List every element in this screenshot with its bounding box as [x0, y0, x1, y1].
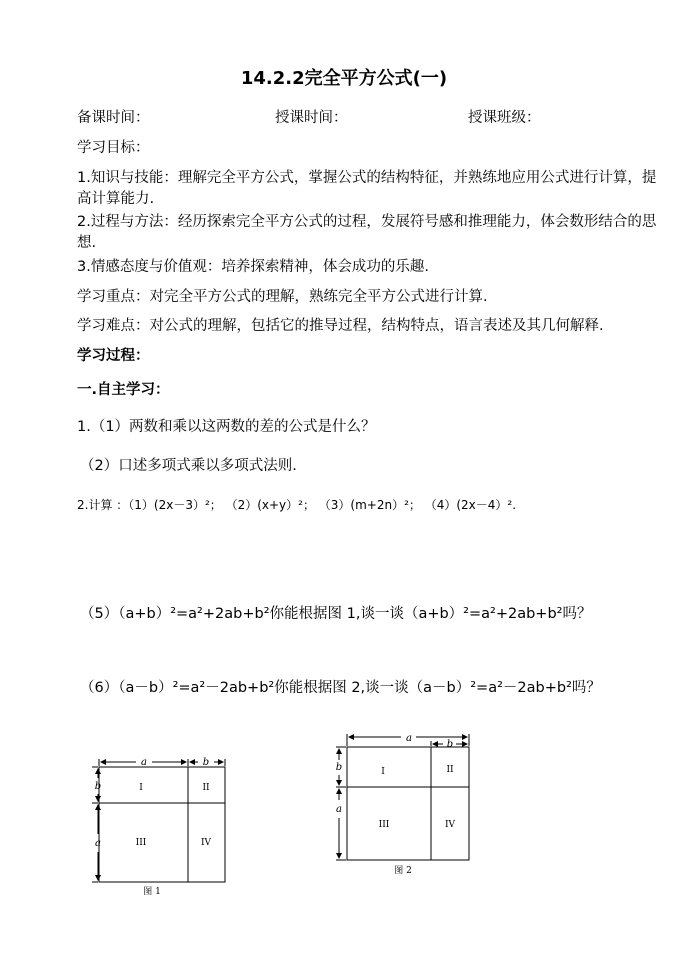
fig1-region-1: I [139, 783, 143, 793]
difficulty-point: 学习难点：对公式的理解，包括它的推导过程，结构特点，语言表述及其几何解释. [77, 318, 604, 334]
fig1-region-3: III [135, 838, 147, 848]
fig1-label-a-top: a [141, 757, 147, 768]
fig2-label-a-top: a [406, 733, 412, 744]
fig1-region-4: IV [200, 838, 212, 848]
fig1-label-b-top: b [202, 757, 210, 768]
fig2-caption: 图 2 [394, 866, 412, 876]
fig2-region-1: I [381, 767, 385, 777]
objective-1: 1.知识与技能：理解完全平方公式，掌握公式的结构特征，并熟练地应用公式进行计算，提高计算能力. [77, 170, 657, 207]
teach-class-label: 授课班级： [468, 110, 541, 126]
fig2-label-a-left: a [336, 804, 342, 815]
fig1-region-2: II [202, 783, 210, 793]
fig2-region-4: IV [444, 820, 456, 830]
question-6: （6）（a－b）²=a²－2ab+b²你能根据图 2,谈一谈（a－b）²=a²－2ab+b²吗？ [80, 680, 601, 696]
teach-time-label: 授课时间： [275, 110, 348, 126]
question-1-2: （2）口述多项式乘以多项式法则. [80, 458, 297, 474]
figure-2-square [347, 747, 469, 860]
fig2-label-b-left: b [335, 762, 343, 773]
question-5: （5）（a+b）²=a²+2ab+b²你能根据图 1,谈一谈（a+b）²=a²+2ab+b²吗？ [80, 606, 592, 622]
fig2-region-2: II [446, 765, 454, 775]
fig1-label-a-left: a [95, 838, 101, 849]
process-heading: 学习过程： [77, 348, 150, 364]
fig2-region-3: III [378, 820, 390, 830]
fig1-caption: 图 1 [143, 887, 161, 897]
key-point: 学习重点：对完全平方公式的理解，熟练完全平方公式进行计算. [77, 289, 488, 305]
question-2-calc: 2.计算 ：（1）(2x－3）²； （2）(x+y）²； （3）(m+2n）²； （4）(2x－4）². [77, 498, 517, 512]
figure-1-diagram [86, 752, 236, 898]
objectives-heading: 学习目标： [77, 140, 150, 156]
objective-3: 3.情感态度与价值观：培养探索精神，体会成功的乐趣. [77, 259, 429, 275]
page-title: 14.2.2完全平方公式(一) [240, 68, 448, 89]
fig2-label-b-top: b [446, 739, 454, 750]
prep-time-label: 备课时间： [77, 110, 150, 126]
figure-2-diagram [326, 730, 476, 880]
fig1-label-b-left: b [94, 781, 102, 792]
question-1-1: 1.（1）两数和乘以这两数的差的公式是什么？ [77, 419, 376, 435]
section1-heading: 一.自主学习： [77, 382, 170, 398]
objective-2: 2.过程与方法：经历探索完全平方公式的过程，发展符号感和推理能力，体会数形结合的思想. [77, 214, 657, 251]
